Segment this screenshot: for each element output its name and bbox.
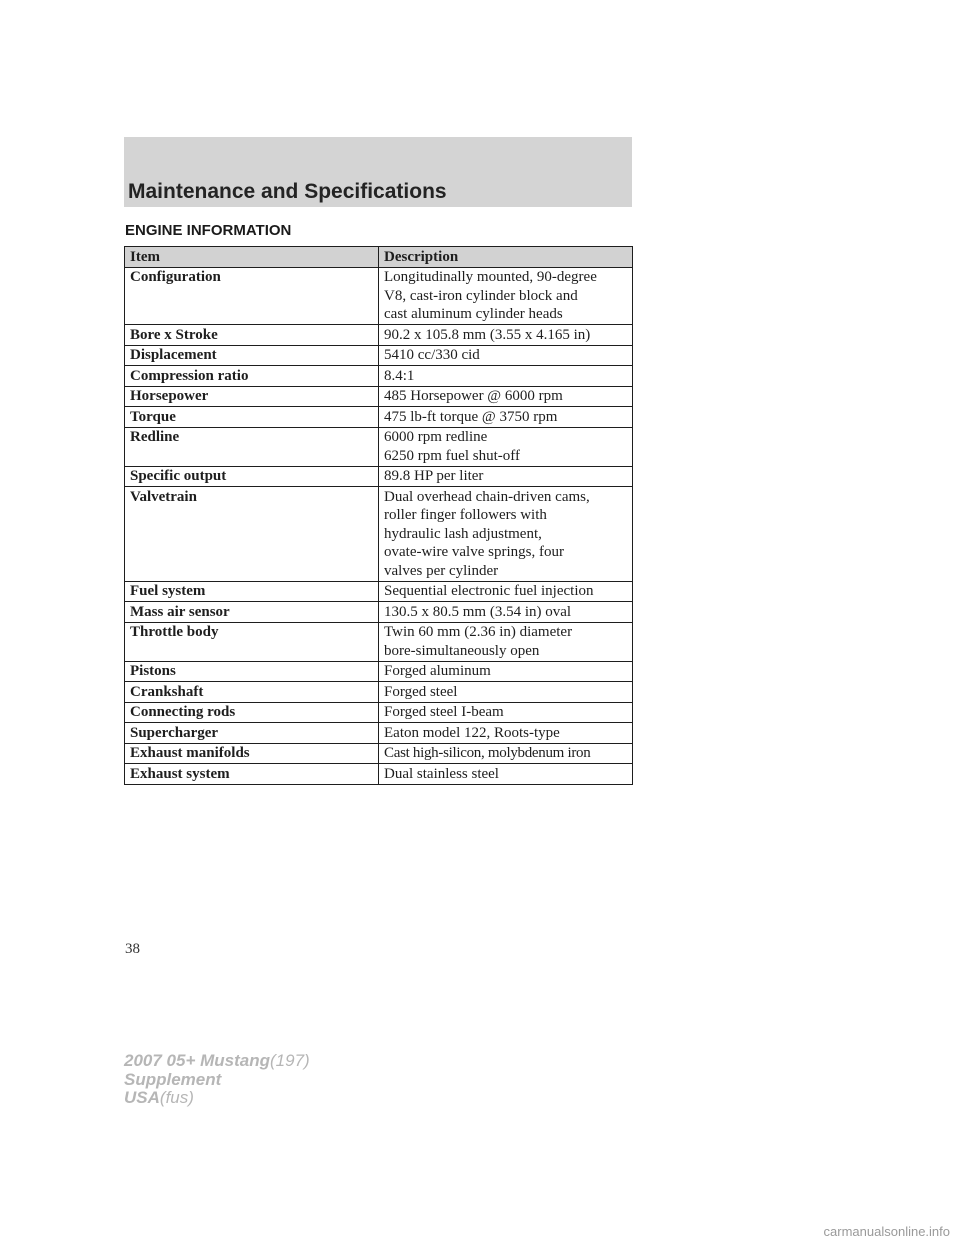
spec-item-label: Displacement bbox=[125, 345, 379, 366]
description-line: hydraulic lash adjustment, bbox=[384, 525, 542, 542]
description-line: 5410 cc/330 cid bbox=[384, 347, 480, 363]
table-row bbox=[125, 386, 633, 407]
description-line: Dual overhead chain-driven cams, bbox=[384, 488, 590, 505]
table-row bbox=[125, 267, 633, 325]
spec-item-description bbox=[379, 407, 633, 428]
description-line: Forged steel bbox=[384, 683, 458, 700]
description-line: bore-simultaneously open bbox=[384, 642, 540, 659]
spec-item-description bbox=[379, 267, 633, 325]
table-row bbox=[125, 764, 633, 785]
description-line: roller finger followers with bbox=[384, 507, 547, 523]
column-header-description: Description bbox=[379, 247, 633, 268]
description-line: 8.4:1 bbox=[384, 367, 415, 384]
description-line: Forged aluminum bbox=[384, 663, 491, 679]
table-row bbox=[125, 702, 633, 723]
engine-information-heading: ENGINE INFORMATION bbox=[125, 222, 292, 239]
spec-item-label: Exhaust system bbox=[125, 764, 379, 785]
spec-item-label: Redline bbox=[125, 427, 379, 466]
spec-item-label: Supercharger bbox=[125, 723, 379, 744]
spec-item-description bbox=[379, 466, 633, 487]
footer-region-code: (fus) bbox=[159, 1088, 194, 1107]
spec-item-label: Mass air sensor bbox=[125, 602, 379, 623]
spec-item-description bbox=[379, 602, 633, 623]
table-row bbox=[125, 325, 633, 346]
description-line: 130.5 x 80.5 mm (3.54 in) oval bbox=[384, 603, 572, 620]
description-line: Sequential electronic fuel injection bbox=[384, 583, 594, 599]
spec-item-label: Compression ratio bbox=[125, 366, 379, 387]
spec-item-description bbox=[379, 345, 633, 366]
spec-item-description bbox=[379, 366, 633, 387]
footer-line-supplement: Supplement bbox=[124, 1069, 222, 1089]
spec-item-description bbox=[379, 661, 633, 682]
table-row bbox=[125, 427, 633, 466]
spec-item-label: Specific output bbox=[125, 466, 379, 487]
description-line: Dual stainless steel bbox=[384, 765, 499, 782]
column-header-item: Item bbox=[125, 247, 379, 268]
description-line: 485 Horsepower @ 6000 rpm bbox=[384, 388, 563, 404]
page-number: 38 bbox=[125, 941, 140, 957]
spec-item-label: Bore x Stroke bbox=[125, 325, 379, 346]
spec-item-label: Crankshaft bbox=[125, 682, 379, 703]
spec-item-description bbox=[379, 487, 633, 582]
description-line: 89.8 HP per liter bbox=[384, 468, 484, 484]
description-line: cast aluminum cylinder heads bbox=[384, 306, 563, 322]
spec-item-description bbox=[379, 764, 633, 785]
description-line: 90.2 x 105.8 mm (3.55 x 4.165 in) bbox=[384, 326, 591, 343]
spec-item-label: Fuel system bbox=[125, 581, 379, 602]
description-line: 6000 rpm redline bbox=[384, 429, 488, 445]
description-line: ovate-wire valve springs, four bbox=[384, 544, 564, 560]
spec-item-description bbox=[379, 386, 633, 407]
spec-item-description bbox=[379, 682, 633, 703]
table-row bbox=[125, 345, 633, 366]
spec-item-description bbox=[379, 581, 633, 602]
spec-item-description bbox=[379, 427, 633, 466]
table-row bbox=[125, 682, 633, 703]
table-row bbox=[125, 743, 633, 764]
table-row bbox=[125, 466, 633, 487]
spec-item-label: Exhaust manifolds bbox=[125, 743, 379, 764]
table-header-row bbox=[125, 247, 633, 268]
table-row bbox=[125, 366, 633, 387]
table-row bbox=[125, 602, 633, 623]
description-line: V8, cast-iron cylinder block and bbox=[384, 287, 578, 304]
watermark-link[interactable]: carmanualsonline.info bbox=[823, 1224, 950, 1239]
footer-model-name: 2007 05+ Mustang bbox=[124, 1051, 270, 1070]
description-line: 6250 rpm fuel shut-off bbox=[384, 447, 520, 464]
footer-region-name: USA bbox=[124, 1088, 160, 1107]
spec-item-description bbox=[379, 622, 633, 661]
description-line: 475 lb-ft torque @ 3750 rpm bbox=[384, 408, 558, 425]
spec-item-description bbox=[379, 702, 633, 723]
spec-item-label: Valvetrain bbox=[125, 487, 379, 582]
description-line: Twin 60 mm (2.36 in) diameter bbox=[384, 624, 573, 640]
engine-spec-table bbox=[124, 246, 633, 785]
spec-item-label: Connecting rods bbox=[125, 702, 379, 723]
spec-item-description bbox=[379, 325, 633, 346]
description-line: Longitudinally mounted, 90-degree bbox=[384, 269, 597, 285]
description-line: Cast high-silicon, molybdenum iron bbox=[384, 745, 591, 761]
spec-item-description bbox=[379, 723, 633, 744]
spec-item-label: Pistons bbox=[125, 661, 379, 682]
table-row bbox=[125, 407, 633, 428]
page-title: Maintenance and Specifications bbox=[128, 180, 447, 203]
document-footer bbox=[124, 1052, 310, 1108]
description-line: valves per cylinder bbox=[384, 562, 499, 579]
table-row bbox=[125, 581, 633, 602]
table-row bbox=[125, 723, 633, 744]
footer-model-code: (197) bbox=[270, 1051, 310, 1070]
footer-line-region bbox=[124, 1089, 310, 1108]
table-row bbox=[125, 487, 633, 582]
spec-item-label: Horsepower bbox=[125, 386, 379, 407]
footer-line-model bbox=[124, 1052, 310, 1071]
spec-item-description bbox=[379, 743, 633, 764]
table-row bbox=[125, 661, 633, 682]
table-row bbox=[125, 622, 633, 661]
description-line: Forged steel I-beam bbox=[384, 704, 504, 720]
description-line: Eaton model 122, Roots-type bbox=[384, 724, 560, 741]
spec-item-label: Configuration bbox=[125, 267, 379, 325]
table-body bbox=[125, 267, 633, 784]
spec-item-label: Torque bbox=[125, 407, 379, 428]
spec-item-label: Throttle body bbox=[125, 622, 379, 661]
